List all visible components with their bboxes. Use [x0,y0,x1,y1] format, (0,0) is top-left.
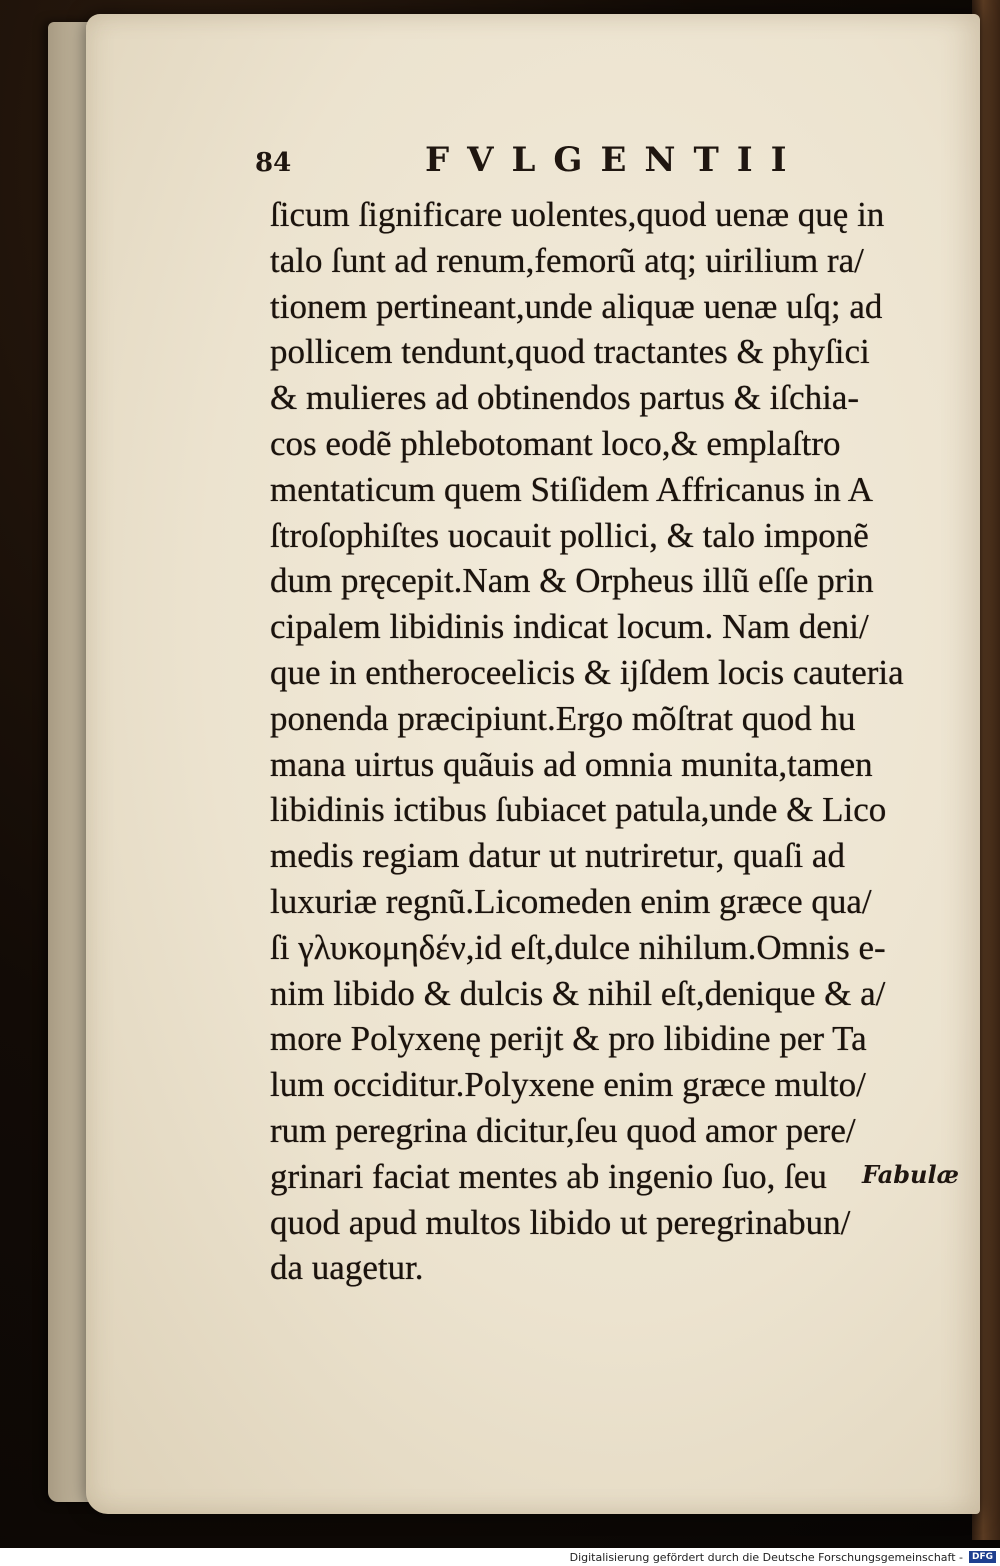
dfg-logo-icon: DFG [969,1551,996,1563]
digitization-footer [0,1548,1000,1566]
text-line: more Polyxenę perijt & pro libidine per Ta [270,1019,867,1059]
text-line: que in entheroceelicis & ijſdem locis cauteria [270,652,904,692]
catchword: Fabulæ [862,1160,959,1189]
text-line: grinari faciat mentes ab ingenio ſuo, ſeu [270,1156,827,1196]
text-line: mana uirtus quãuis ad omnia munita,tamen [270,744,873,784]
text-line: dum pręcepit.Nam & Orpheus illũ eſſe prin [270,561,874,601]
text-line: luxuriæ regnũ.Licomeden enim græce qua/ [270,881,872,921]
text-line: rum peregrina dicitur,ſeu quod amor pere/ [270,1110,856,1150]
running-title: FVLGENTII [425,140,805,180]
text-line: cos eodẽ phlebotomant loco,& emplaſtro [270,423,841,463]
text-line: cipalem libidinis indicat locum. Nam deni/ [270,607,869,647]
text-line: & mulieres ad obtinendos partus & iſchia- [270,378,860,418]
text-line: talo ſunt ad renum,femorũ atq; uirilium ra/ [270,240,864,280]
text-line: pollicem tendunt,quod tractantes & phyſici [270,332,870,372]
text-line: lum occiditur.Polyxene enim græce multo/ [270,1065,866,1105]
text-line: da uagetur. [270,1248,424,1288]
text-line: nim libido & dulcis & nihil eſt,denique & a/ [270,973,886,1013]
text-line: ponenda præcipiunt.Ergo mõſtrat quod hu [270,698,856,738]
text-line: mentaticum quem Stiſidem Affricanus in A [270,469,874,509]
page-number: 84 [255,148,292,178]
running-head [255,140,815,186]
funding-credit: Digitalisierung gefördert durch die Deutsche Forschungsgemeinschaft - [569,1550,963,1564]
text-line: ſtroſophiſtes uocauit pollici, & talo imponẽ [270,515,869,555]
text-line: medis regiam datur ut nutriretur, quaſi ad [270,836,845,876]
text-line: libidinis ictibus ſubiacet patula,unde & Lico [270,790,887,830]
text-line: tionem pertineant,unde aliquæ uenæ uſq; ad [270,286,883,326]
text-line: ſicum ſignificare uolentes,quod uenæ quę in [270,195,885,234]
text-line: ſi γλυκομηδέν,id eſt,dulce nihilum.Omnis e- [270,927,886,967]
main-text-block [270,192,960,1291]
text-line: quod apud multos libido ut peregrinabun/ [270,1202,851,1242]
